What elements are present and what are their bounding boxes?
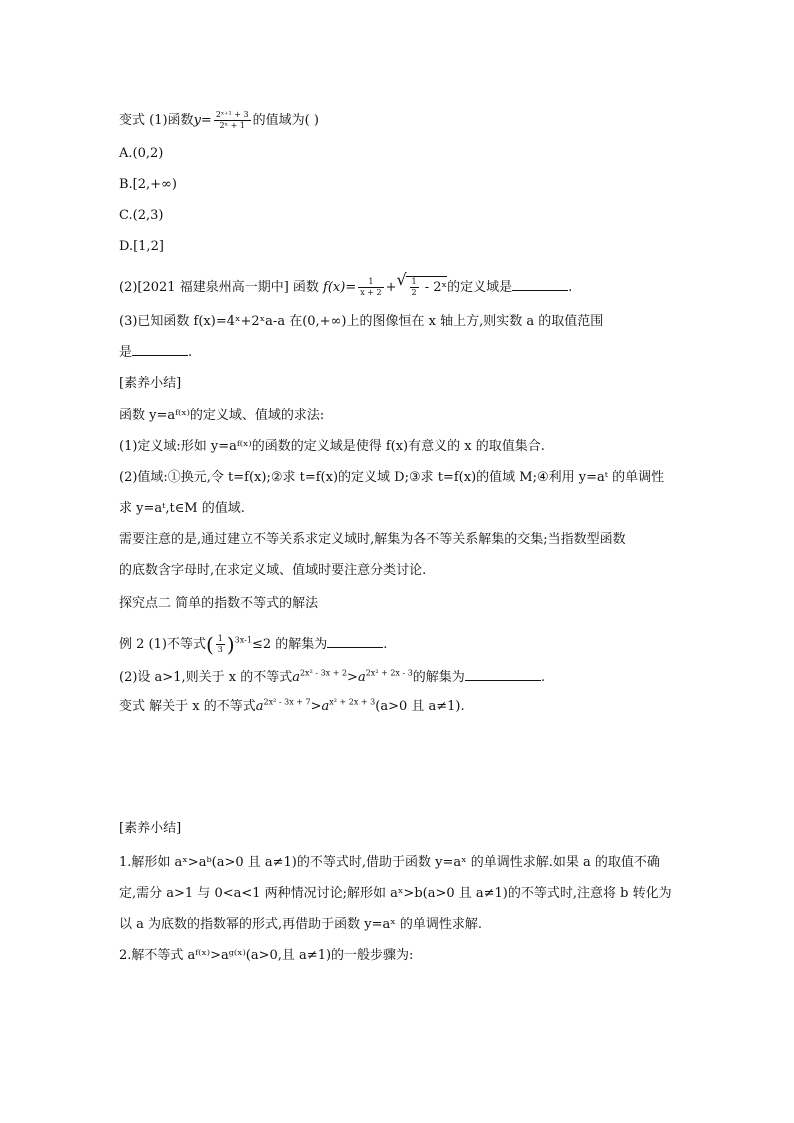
q2-fx: f(x)= xyxy=(323,280,357,295)
example2-q2-exp1: 2x² - 3x + 2 xyxy=(299,668,348,678)
answer-blank[interactable] xyxy=(512,278,568,291)
variant1-question: 变式 (1)函数y= $\frac{\text{2ˣ⁺¹ + 3}}{\text{2ˣ + 1}}$ 的值域为( ) xyxy=(119,110,319,130)
example2-exponent: 3x-1 xyxy=(234,635,252,645)
summary1-line2: (1)定义域:形如 y=aᶠ⁽ˣ⁾的函数的定义域是使得 f(x)有意义的 x 的取值集合. xyxy=(119,439,545,454)
summary1-title: [素养小结] xyxy=(119,376,182,391)
q2-sqrt-rest: - 2ˣ xyxy=(420,280,448,295)
example2-fraction xyxy=(216,634,225,655)
base-a: a xyxy=(292,670,300,685)
option-b: B.[2,+∞) xyxy=(119,177,177,192)
answer-blank[interactable] xyxy=(132,343,188,356)
variant1-fraction xyxy=(214,110,251,131)
answer-blank[interactable] xyxy=(327,635,383,648)
example2-q2: (2)设 a>1,则关于 x 的不等式$a^{2x^2 - 3x + 2}>a^{2x^2 + 2x - 3}$的解集为 . xyxy=(119,668,545,685)
variant2-exp2: x² + 2x + 3 xyxy=(329,697,376,707)
variant2-exp1: 2x² - 3x + 7 xyxy=(263,697,311,707)
example2-q2-exp2: 2x² + 2x - 3 xyxy=(365,668,413,678)
example2-prefix: 例 2 (1)不等式 xyxy=(119,637,206,652)
summary2-line4: 2.解不等式 aᶠ⁽ˣ⁾>aᵍ⁽ˣ⁾(a>0,且 a≠1)的一般步骤为: xyxy=(119,948,414,963)
base-a: a xyxy=(255,699,264,714)
example2-q2-prefix: (2)设 a>1,则关于 x 的不等式 xyxy=(119,670,293,685)
variant2-question xyxy=(119,699,465,715)
q3-line2-text: 是 xyxy=(119,345,133,360)
q2-plus: + xyxy=(385,280,397,295)
example2-q2-mid: > xyxy=(347,670,358,685)
q2-fraction xyxy=(358,277,383,298)
section2-heading: 探究点二 简单的指数不等式的解法 xyxy=(119,596,319,611)
summary2-line1: 1.解形如 aˣ>aᵇ(a>0 且 a≠1)的不等式时,借助于函数 y=aˣ 的单调性求解.如果 a 的取值不确 xyxy=(119,855,660,870)
summary1-line4: 求 y=aᵗ,t∈M 的值域. xyxy=(119,501,245,516)
q2-suffix: 的定义域是 xyxy=(447,280,513,295)
summary1-line6: 的底数含字母时,在求定义域、值域时要注意分类讨论. xyxy=(119,563,427,578)
example2-q2-suffix: 的解集为 xyxy=(412,670,465,685)
summary2-title: [素养小结] xyxy=(119,821,182,836)
variant1-frac-num: 2ˣ⁺¹ + 3 xyxy=(215,110,249,119)
example2-frac-num: 1 xyxy=(217,634,223,643)
example2-suffix: ≤2 的解集为 xyxy=(251,637,328,652)
sqrt-symbol: √ $\frac{1}{2}$ - 2ˣ xyxy=(396,270,448,297)
variant1-func-var: y xyxy=(193,113,201,128)
base-a: a xyxy=(357,670,366,685)
q2-sqrt-den: 2 xyxy=(411,288,417,297)
question-3-line1: (3)已知函数 f(x)=4ˣ+2ˣa-a 在(0,+∞)上的图像恒在 x 轴上方,则实数 a 的取值范围 xyxy=(119,314,604,329)
q2-frac-num: 1 xyxy=(358,277,383,288)
q2-prefix: (2)[2021 福建泉州高一期中] 函数 xyxy=(119,280,324,295)
summary1-line3: (2)值域:①换元,令 t=f(x);②求 t=f(x)的定义域 D;③求 t=f(x)的值域 M;④利用 y=aᵗ 的单调性 xyxy=(119,470,665,485)
example2-frac-den: 3 xyxy=(217,645,223,654)
summary1-line1: 函数 y=aᶠ⁽ˣ⁾的定义域、值域的求法: xyxy=(119,408,325,423)
q2-frac-den: x + 2 xyxy=(360,288,382,297)
summary2-line2: 定,需分 a>1 与 0<a<1 两种情况讨论;解形如 aˣ>b(a>0 且 a≠1)的不等式时,注意将 b 转化为 xyxy=(119,886,672,901)
answer-blank[interactable] xyxy=(465,668,541,681)
variant2-prefix: 变式 解关于 x 的不等式 xyxy=(119,699,256,714)
variant1-suffix: 的值域为( ) xyxy=(252,113,319,128)
example2-q1: 例 2 (1)不等式( $\frac{1}{3}$ )$^{3x-1}$≤2 的解集为 . xyxy=(119,632,388,657)
q2-sqrt-num: 1 xyxy=(411,277,417,286)
variant1-prefix: 变式 (1)函数 xyxy=(119,113,194,128)
option-a: A.(0,2) xyxy=(119,146,164,161)
option-c: C.(2,3) xyxy=(119,208,164,223)
summary1-line5: 需要注意的是,通过建立不等关系求定义域时,解集为各不等关系解集的交集;当指数型函数 xyxy=(119,532,626,547)
q2-sqrt-fraction xyxy=(410,277,419,298)
base-a: a xyxy=(321,699,330,714)
option-d: D.[1,2] xyxy=(119,239,164,254)
summary2-line3: 以 a 为底数的指数幂的形式,再借助于函数 y=aˣ 的单调性求解. xyxy=(119,917,483,932)
question-3-line2: 是 . xyxy=(119,345,193,360)
variant2-mid: > xyxy=(310,699,322,714)
variant2-suffix: (a>0 且 a≠1). xyxy=(375,699,465,714)
variant1-frac-den: 2ˣ + 1 xyxy=(219,121,245,130)
question-2: (2)[2021 福建泉州高一期中] 函数 f(x)= $\frac{1}{x + 2}$ + √ $\frac{1}{2}$ - 2ˣ的定义域是 . xyxy=(119,270,573,297)
